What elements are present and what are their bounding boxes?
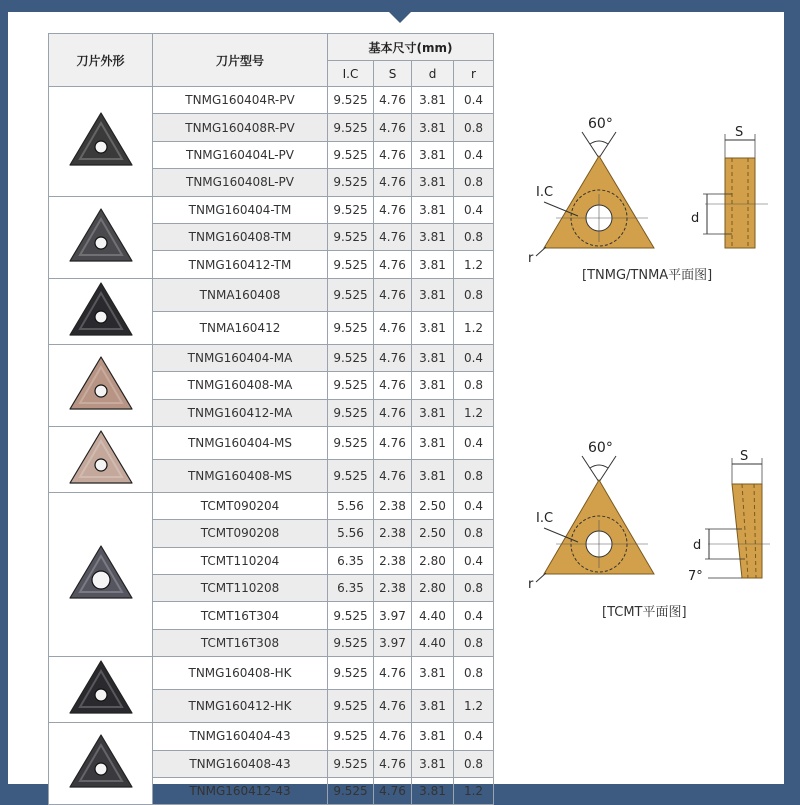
r-cell: 0.4 — [454, 547, 494, 574]
s-cell: 4.76 — [374, 750, 412, 777]
model-cell: TNMG160412-HK — [153, 690, 328, 723]
model-cell: TNMG160408-MS — [153, 459, 328, 492]
r-cell: 1.2 — [454, 311, 494, 344]
tcmt-diagram — [520, 432, 780, 607]
ic-cell: 9.525 — [328, 196, 374, 223]
r-cell: 0.8 — [454, 575, 494, 602]
d-cell: 3.81 — [412, 426, 454, 459]
r-cell: 0.4 — [454, 723, 494, 750]
d-label: d — [693, 538, 702, 553]
header-s: S — [374, 61, 412, 87]
d-cell: 3.81 — [412, 251, 454, 278]
model-cell: TNMG160404-43 — [153, 723, 328, 750]
d-cell: 2.50 — [412, 492, 454, 519]
s-cell: 4.76 — [374, 141, 412, 168]
d-cell: 3.81 — [412, 87, 454, 114]
s-cell: 4.76 — [374, 169, 412, 196]
model-cell: TNMG160408-MA — [153, 372, 328, 399]
d-cell: 3.81 — [412, 311, 454, 344]
ic-cell: 9.525 — [328, 114, 374, 141]
ic-cell: 9.525 — [328, 629, 374, 656]
s-cell: 4.76 — [374, 399, 412, 426]
d-cell: 3.81 — [412, 778, 454, 805]
ic-cell: 9.525 — [328, 426, 374, 459]
model-cell: TNMG160412-MA — [153, 399, 328, 426]
model-cell: TNMG160404-MA — [153, 344, 328, 371]
r-cell: 1.2 — [454, 690, 494, 723]
ic-cell: 5.56 — [328, 520, 374, 547]
d-cell: 3.81 — [412, 114, 454, 141]
tnmg-ms-insert-icon — [66, 427, 136, 489]
shape-cell — [49, 344, 153, 426]
table-row — [49, 723, 494, 750]
s-cell: 4.76 — [374, 278, 412, 311]
tnmg-hk-insert-icon — [66, 657, 136, 719]
d-cell: 2.80 — [412, 575, 454, 602]
table-row — [49, 278, 494, 311]
shape-cell — [49, 657, 153, 723]
shape-cell — [49, 87, 153, 197]
d-cell: 2.80 — [412, 547, 454, 574]
d-cell: 3.81 — [412, 750, 454, 777]
model-cell: TNMG160408-43 — [153, 750, 328, 777]
ic-cell: 5.56 — [328, 492, 374, 519]
r-cell: 1.2 — [454, 399, 494, 426]
header-r: r — [454, 61, 494, 87]
shape-cell — [49, 426, 153, 492]
tnmg-ma-insert-icon — [66, 353, 136, 415]
ic-cell: 9.525 — [328, 372, 374, 399]
r-cell: 1.2 — [454, 778, 494, 805]
r-cell: 1.2 — [454, 251, 494, 278]
model-cell: TNMG160408-HK — [153, 657, 328, 690]
ic-cell: 9.525 — [328, 723, 374, 750]
shape-cell — [49, 278, 153, 344]
ic-cell: 9.525 — [328, 459, 374, 492]
d-cell: 3.81 — [412, 372, 454, 399]
angle-label: 60° — [588, 440, 613, 456]
d-cell: 3.81 — [412, 459, 454, 492]
d-cell: 3.81 — [412, 399, 454, 426]
s-cell: 3.97 — [374, 629, 412, 656]
ic-cell: 9.525 — [328, 141, 374, 168]
model-cell: TNMA160412 — [153, 311, 328, 344]
ic-cell: 9.525 — [328, 750, 374, 777]
d-cell: 2.50 — [412, 520, 454, 547]
s-cell: 4.76 — [374, 344, 412, 371]
model-cell: TNMG160404-TM — [153, 196, 328, 223]
d-cell: 3.81 — [412, 723, 454, 750]
s-cell: 4.76 — [374, 778, 412, 805]
r-cell: 0.8 — [454, 657, 494, 690]
top-notch — [389, 12, 411, 23]
r-cell: 0.8 — [454, 750, 494, 777]
d-cell: 3.81 — [412, 169, 454, 196]
header-d: d — [412, 61, 454, 87]
s-cell: 4.76 — [374, 196, 412, 223]
clearance-angle-label: 7° — [688, 569, 703, 584]
s-cell: 2.38 — [374, 520, 412, 547]
model-cell: TCMT110204 — [153, 547, 328, 574]
s-cell: 4.76 — [374, 426, 412, 459]
s-cell: 4.76 — [374, 223, 412, 250]
r-cell: 0.4 — [454, 426, 494, 459]
model-cell: TCMT16T304 — [153, 602, 328, 629]
d-cell: 3.81 — [412, 657, 454, 690]
r-cell: 0.8 — [454, 372, 494, 399]
model-cell: TCMT110208 — [153, 575, 328, 602]
d-cell: 3.81 — [412, 278, 454, 311]
r-label: r — [528, 577, 534, 592]
s-cell: 4.76 — [374, 459, 412, 492]
r-cell: 0.4 — [454, 492, 494, 519]
s-cell: 4.76 — [374, 251, 412, 278]
model-cell: TNMG160412-TM — [153, 251, 328, 278]
s-cell: 4.76 — [374, 657, 412, 690]
ic-label: I.C — [536, 185, 554, 200]
shape-cell — [49, 196, 153, 278]
r-cell: 0.8 — [454, 520, 494, 547]
shape-cell — [49, 723, 153, 805]
table-row — [49, 87, 494, 114]
angle-label: 60° — [588, 116, 613, 132]
d-cell: 3.81 — [412, 141, 454, 168]
d-cell: 4.40 — [412, 602, 454, 629]
r-cell: 0.4 — [454, 344, 494, 371]
ic-cell: 6.35 — [328, 575, 374, 602]
model-cell: TNMA160408 — [153, 278, 328, 311]
r-cell: 0.4 — [454, 196, 494, 223]
ic-cell: 9.525 — [328, 778, 374, 805]
r-cell: 0.4 — [454, 141, 494, 168]
s-cell: 4.76 — [374, 311, 412, 344]
s-cell: 2.38 — [374, 547, 412, 574]
r-cell: 0.8 — [454, 169, 494, 196]
model-cell: TNMG160404R-PV — [153, 87, 328, 114]
s-label: S — [735, 125, 744, 140]
insert-spec-table — [48, 33, 494, 805]
model-cell: TNMG160408-TM — [153, 223, 328, 250]
tnmg-tm-insert-icon — [66, 205, 136, 267]
header-model: 刀片型号 — [153, 34, 328, 87]
model-cell: TNMG160404L-PV — [153, 141, 328, 168]
model-cell: TCMT090204 — [153, 492, 328, 519]
ic-cell: 9.525 — [328, 278, 374, 311]
model-cell: TNMG160404-MS — [153, 426, 328, 459]
s-cell: 2.38 — [374, 575, 412, 602]
model-cell: TCMT16T308 — [153, 629, 328, 656]
d-cell: 3.81 — [412, 196, 454, 223]
s-cell: 3.97 — [374, 602, 412, 629]
ic-cell: 9.525 — [328, 87, 374, 114]
table-row — [49, 344, 494, 371]
model-cell: TCMT090208 — [153, 520, 328, 547]
s-cell: 4.76 — [374, 690, 412, 723]
r-cell: 0.8 — [454, 223, 494, 250]
s-label: S — [740, 449, 749, 464]
tcmt-insert-icon — [66, 542, 136, 604]
r-cell: 0.8 — [454, 459, 494, 492]
model-cell: TNMG160408R-PV — [153, 114, 328, 141]
ic-cell: 9.525 — [328, 690, 374, 723]
r-cell: 0.8 — [454, 114, 494, 141]
s-cell: 4.76 — [374, 114, 412, 141]
tnmg-43-insert-icon — [66, 731, 136, 793]
header-dims: 基本尺寸(mm) — [328, 34, 494, 61]
table-row — [49, 196, 494, 223]
ic-cell: 9.525 — [328, 223, 374, 250]
d-cell: 3.81 — [412, 690, 454, 723]
ic-cell: 9.525 — [328, 399, 374, 426]
s-cell: 4.76 — [374, 723, 412, 750]
r-label: r — [528, 251, 534, 266]
r-cell: 0.8 — [454, 278, 494, 311]
ic-cell: 9.525 — [328, 344, 374, 371]
ic-cell: 9.525 — [328, 251, 374, 278]
s-cell: 2.38 — [374, 492, 412, 519]
tnmg-pv-insert-icon — [66, 109, 136, 171]
ic-cell: 9.525 — [328, 602, 374, 629]
d-cell: 4.40 — [412, 629, 454, 656]
insert-side-view — [725, 158, 755, 248]
tcmt-diagram-caption: [TCMT平面图] — [602, 605, 687, 620]
ic-cell: 9.525 — [328, 169, 374, 196]
header-shape: 刀片外形 — [49, 34, 153, 87]
tnmg-diagram — [520, 108, 780, 283]
r-cell: 0.4 — [454, 602, 494, 629]
s-cell: 4.76 — [374, 87, 412, 114]
d-label: d — [691, 211, 700, 226]
s-cell: 4.76 — [374, 372, 412, 399]
table-row — [49, 492, 494, 519]
ic-cell: 6.35 — [328, 547, 374, 574]
d-cell: 3.81 — [412, 223, 454, 250]
d-cell: 3.81 — [412, 344, 454, 371]
shape-cell — [49, 492, 153, 656]
header-ic: I.C — [328, 61, 374, 87]
tnma-insert-icon — [66, 279, 136, 341]
r-cell: 0.4 — [454, 87, 494, 114]
model-cell: TNMG160412-43 — [153, 778, 328, 805]
r-cell: 0.8 — [454, 629, 494, 656]
ic-label: I.C — [536, 511, 554, 526]
tnmg-diagram-caption: [TNMG/TNMA平面图] — [582, 268, 713, 283]
table-row — [49, 657, 494, 690]
table-row — [49, 426, 494, 459]
ic-cell: 9.525 — [328, 657, 374, 690]
model-cell: TNMG160408L-PV — [153, 169, 328, 196]
ic-cell: 9.525 — [328, 311, 374, 344]
